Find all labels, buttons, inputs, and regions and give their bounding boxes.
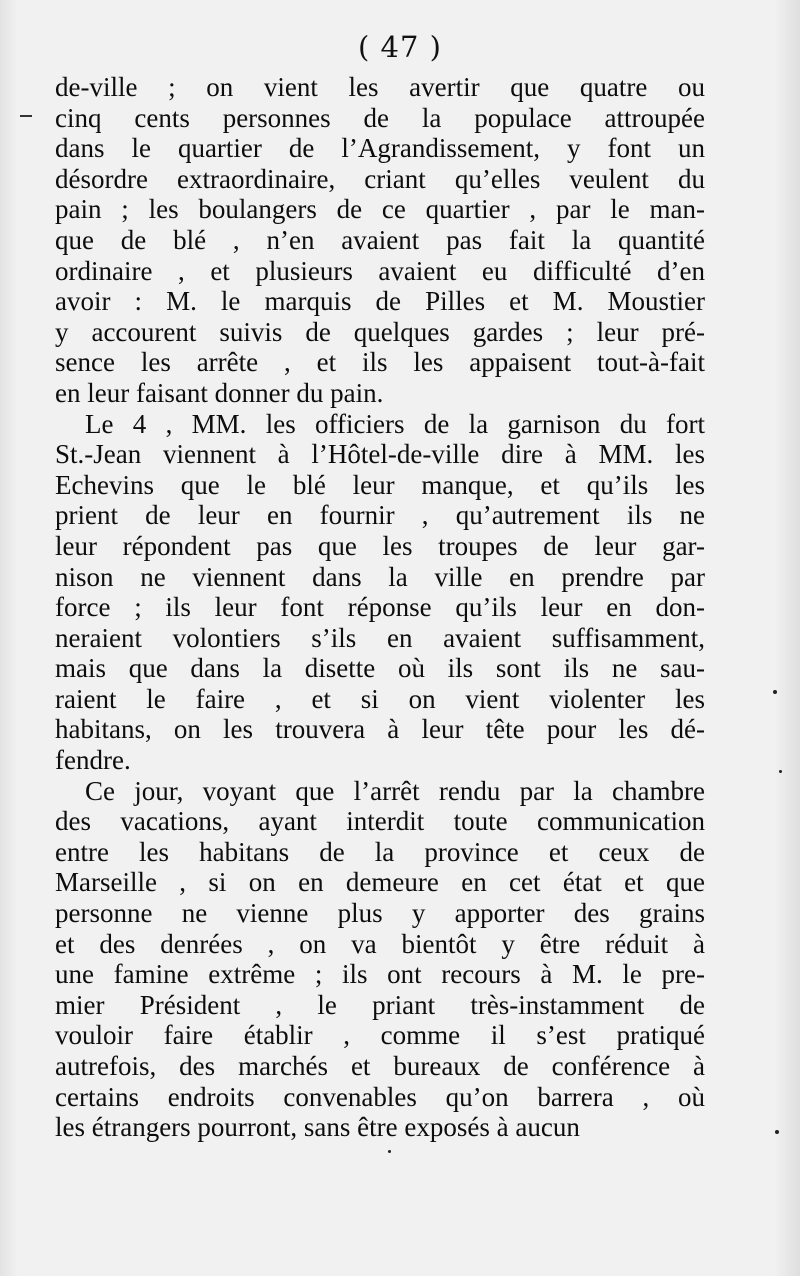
- text-line: sence les arrête , et ils les appaisent tout-à-fait: [55, 347, 705, 378]
- text-line: les étrangers pourront, sans être exposés à aucun: [55, 1112, 580, 1143]
- text-line: neraient volontiers s’ils en avaient suffisamment,: [55, 622, 705, 653]
- text-line: de-ville ; on vient les avertir que quatre ou: [55, 72, 705, 102]
- paper-speck: [773, 690, 777, 694]
- margin-mark: [20, 115, 32, 117]
- paragraph: [55, 72, 705, 409]
- text-line: autrefois, des marchés et bureaux de conférence à: [55, 1051, 705, 1081]
- text-line: raient le faire , et si on vient violenter les: [55, 683, 705, 714]
- paper-speck: [779, 770, 782, 773]
- text-line: fendre.: [55, 745, 131, 776]
- text-line: que de blé , n’en avaient pas fait la quantité: [55, 224, 705, 255]
- text-line: personne ne vienne plus y apporter des grains: [55, 898, 705, 929]
- text-line: vouloir faire établir , comme il s’est pratiqué: [55, 1020, 705, 1051]
- text-line: ordinaire , et plusieurs avaient eu difficulté d’en: [55, 255, 705, 286]
- page-number: ( 47 ): [358, 30, 442, 64]
- text-line: pain ; les boulangers de ce quartier , par le man-: [55, 194, 705, 225]
- text-line: St.-Jean viennent à l’Hôtel-de-ville dire à MM. les: [55, 439, 705, 470]
- text-line: avoir : M. le marquis de Pilles et M. Moustier: [55, 286, 705, 317]
- text-line: entre les habitans de la province et ceux de: [55, 836, 705, 867]
- body-text: [55, 72, 705, 1143]
- page-left-edge-shadow: [0, 0, 18, 1276]
- text-line: Ce jour, voyant que l’arrêt rendu par la chambre: [85, 775, 705, 806]
- text-line: Echevins que le blé leur manque, et qu’ils les: [55, 469, 705, 500]
- text-line: leur répondent pas que les troupes de leur gar-: [55, 530, 705, 561]
- text-line: nison ne viennent dans la ville en prendre par: [55, 561, 705, 592]
- text-line: et des denrées , on va bientôt y être réduit à: [55, 928, 705, 959]
- paragraph: [55, 776, 705, 1143]
- text-line: mier Président , le priant très-instamment de: [55, 989, 705, 1020]
- text-line: des vacations, ayant interdit toute communication: [55, 806, 705, 837]
- text-line: en leur faisant donner du pain.: [55, 377, 384, 408]
- text-line: Marseille , si on en demeure en cet état et que: [55, 867, 705, 898]
- text-line: mais que dans la disette où ils sont ils ne sau-: [55, 653, 705, 684]
- text-line: y accourent suivis de quelques gardes ; leur pré-: [55, 316, 705, 347]
- paper-speck: [388, 1150, 391, 1153]
- paragraph: [55, 409, 705, 776]
- page-gutter-shadow: [774, 0, 800, 1276]
- text-line: une famine extrême ; ils ont recours à M. le pre-: [55, 959, 705, 990]
- text-line: certains endroits convenables qu’on barrera , où: [55, 1081, 705, 1112]
- text-line: cinq cents personnes de la populace attroupée: [55, 102, 705, 133]
- text-line: force ; ils leur font réponse qu’ils leur en don-: [55, 592, 705, 623]
- text-line: habitans, on les trouvera à leur tête pour les dé-: [55, 714, 705, 745]
- text-line: désordre extraordinaire, criant qu’elles veulent du: [55, 163, 705, 194]
- text-line: Le 4 , MM. les officiers de la garnison du fort: [85, 408, 705, 439]
- text-line: prient de leur en fournir , qu’autrement ils ne: [55, 500, 705, 531]
- text-line: dans le quartier de l’Agrandissement, y font un: [55, 133, 705, 164]
- paper-speck: [775, 1130, 779, 1134]
